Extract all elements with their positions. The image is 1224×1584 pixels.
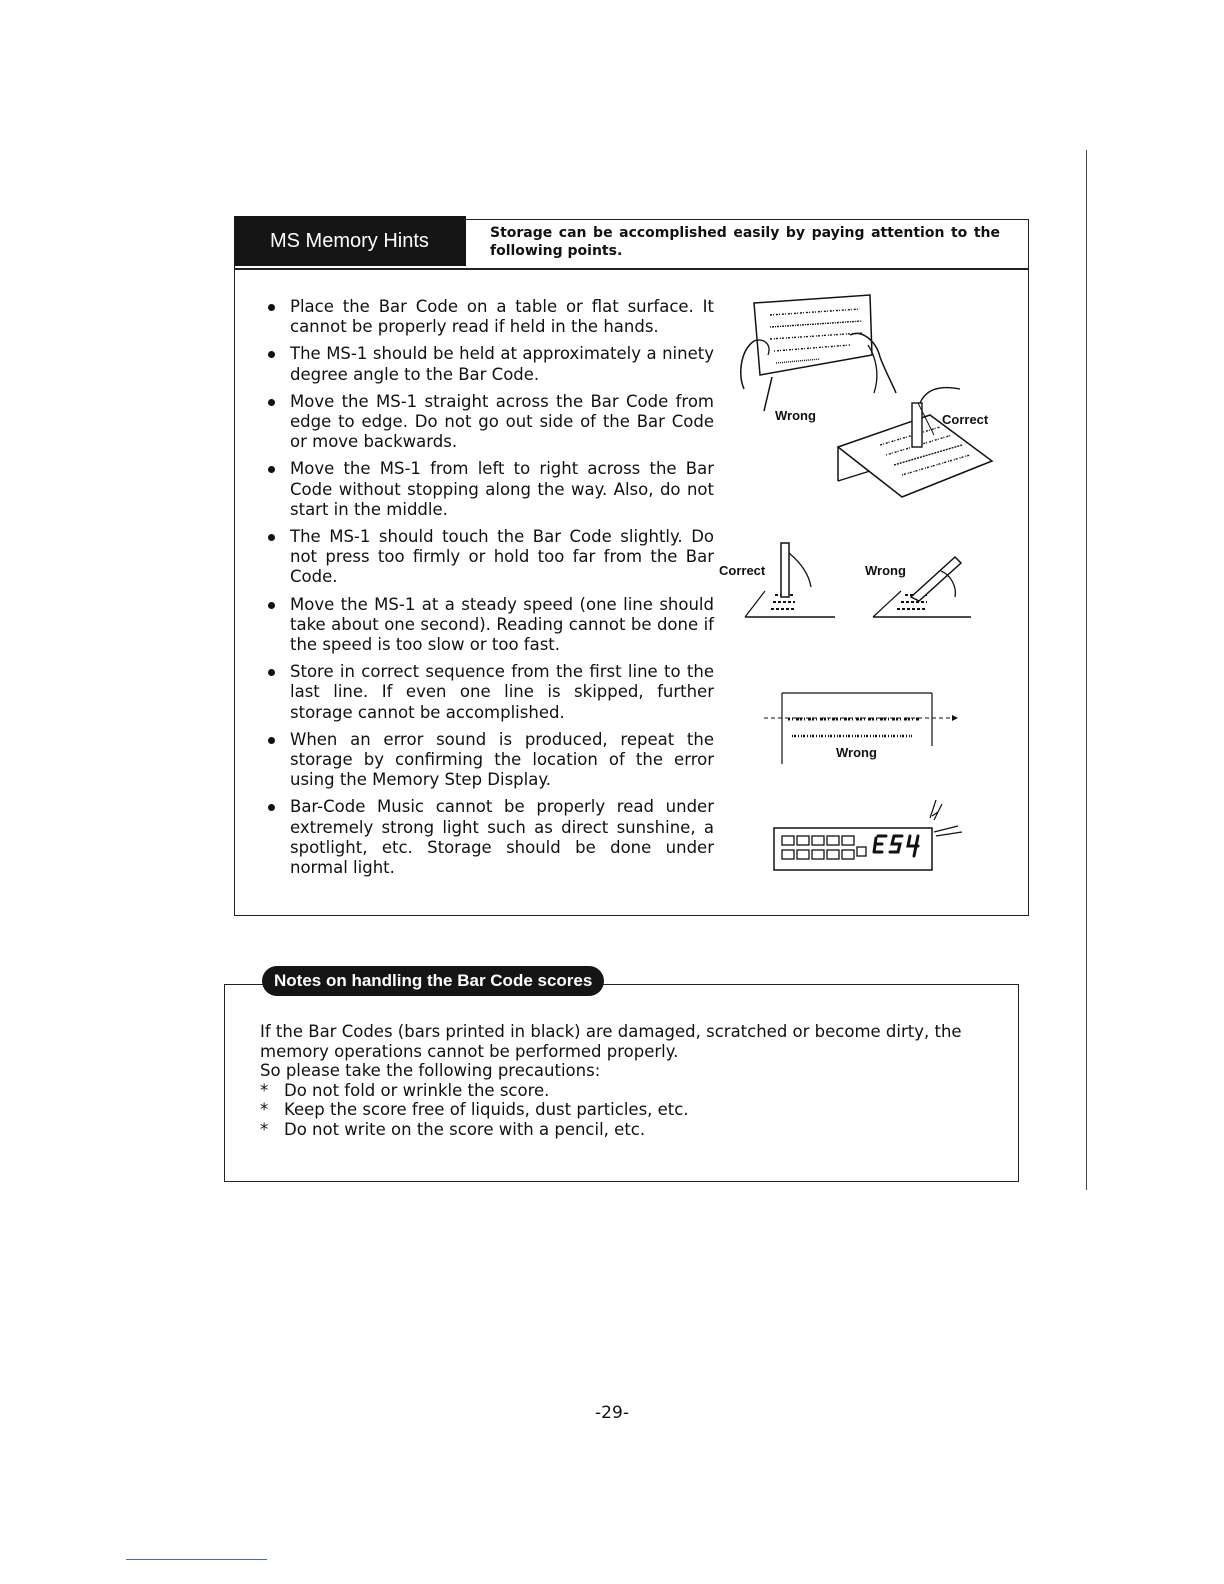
notes-lead: So please take the following precautions: — [260, 1061, 601, 1080]
hint-item — [264, 662, 714, 723]
flat-wrong-label: Wrong — [775, 408, 816, 423]
hint-item — [264, 344, 714, 384]
angle-wrong-label: Wrong — [865, 563, 906, 578]
hint-item — [264, 459, 714, 520]
hint-text: Bar-Code Music cannot be properly read under extremely strong light such as direct sunshine, a spotlight, etc. Storage should be done under normal light. — [290, 797, 714, 878]
bullet-icon — [268, 602, 275, 609]
hint-text: Move the MS-1 straight across the Bar Code from edge to edge. Do not go out side of the Bar Code or move backwards. — [290, 391, 714, 452]
notes-intro: If the Bar Codes (bars printed in black) are damaged, scratched or become dirty, the memory operations cannot be performed properly. — [260, 1022, 962, 1061]
hint-text: The MS-1 should be held at approximately a ninety degree angle to the Bar Code. — [290, 344, 714, 384]
precaution-item — [260, 1081, 992, 1101]
hint-text: When an error sound is produced, repeat the storage by confirming the location of the error using the Memory Step Display. — [290, 729, 714, 790]
precaution-item — [260, 1120, 992, 1140]
hint-item — [264, 730, 714, 791]
lcd-display-drawing — [770, 790, 970, 880]
notes-title: Notes on handling the Bar Code scores — [262, 966, 604, 996]
page-edge-rule — [1086, 150, 1087, 1190]
hint-text: Store in correct sequence from the first line to the last line. If even one line is skipped, further storage cannot be accomplished. — [290, 662, 714, 722]
hint-text: The MS-1 should touch the Bar Code slightly. Do not press too firmly or hold too far from the Bar Code. — [290, 527, 714, 587]
skip-line-illustration — [760, 688, 960, 768]
hint-text: Move the MS-1 from left to right across the Bar Code without stopping along the way. Also, do not start in the middle. — [290, 459, 714, 519]
skip-wrong-label: Wrong — [836, 745, 877, 760]
hints-title: MS Memory Hints — [234, 216, 466, 266]
bullet-icon — [268, 534, 275, 541]
angle-drawing — [715, 535, 985, 625]
hint-text: Place the Bar Code on a table or flat surface. It cannot be properly read if held in the hands. — [290, 297, 714, 337]
page-number: -29- — [595, 1403, 629, 1423]
bullet-icon — [268, 304, 275, 311]
angle-correct-label: Correct — [719, 563, 766, 578]
hint-item — [264, 797, 714, 878]
memory-step-display-illustration — [770, 790, 970, 880]
bullet-icon — [268, 669, 275, 676]
bullet-icon — [268, 737, 275, 744]
precaution-text: Do not write on the score with a pencil, etc. — [284, 1119, 646, 1139]
hint-item — [264, 297, 714, 337]
hands-and-table-drawing — [730, 285, 1010, 515]
asterisk-icon: * — [260, 1119, 269, 1139]
hints-list — [264, 297, 714, 885]
bullet-icon — [268, 804, 275, 811]
hint-text: Move the MS-1 at a steady speed (one line should take about one second). Reading cannot be done if the speed is too slow or too fast. — [290, 594, 714, 655]
hint-item — [264, 527, 714, 588]
bullet-icon — [268, 399, 275, 406]
notes-body — [260, 1022, 992, 1139]
precautions-list — [260, 1081, 992, 1140]
flat-surface-illustration — [730, 285, 1010, 515]
hint-item — [264, 392, 714, 453]
bottom-rule — [126, 1559, 267, 1560]
asterisk-icon: * — [260, 1100, 269, 1119]
bullet-icon — [268, 466, 275, 473]
hints-divider — [234, 268, 1029, 270]
precaution-text: Do not fold or wrinkle the score. — [284, 1080, 550, 1100]
bullet-icon — [268, 351, 275, 358]
precaution-item — [260, 1100, 992, 1120]
angle-illustration — [715, 535, 985, 625]
hint-item — [264, 595, 714, 656]
precaution-text: Keep the score free of liquids, dust particles, etc. — [284, 1100, 689, 1119]
hints-intro: Storage can be accomplished easily by paying attention to the following points. — [490, 225, 1000, 259]
flat-correct-label: Correct — [942, 412, 989, 427]
asterisk-icon: * — [260, 1080, 269, 1100]
